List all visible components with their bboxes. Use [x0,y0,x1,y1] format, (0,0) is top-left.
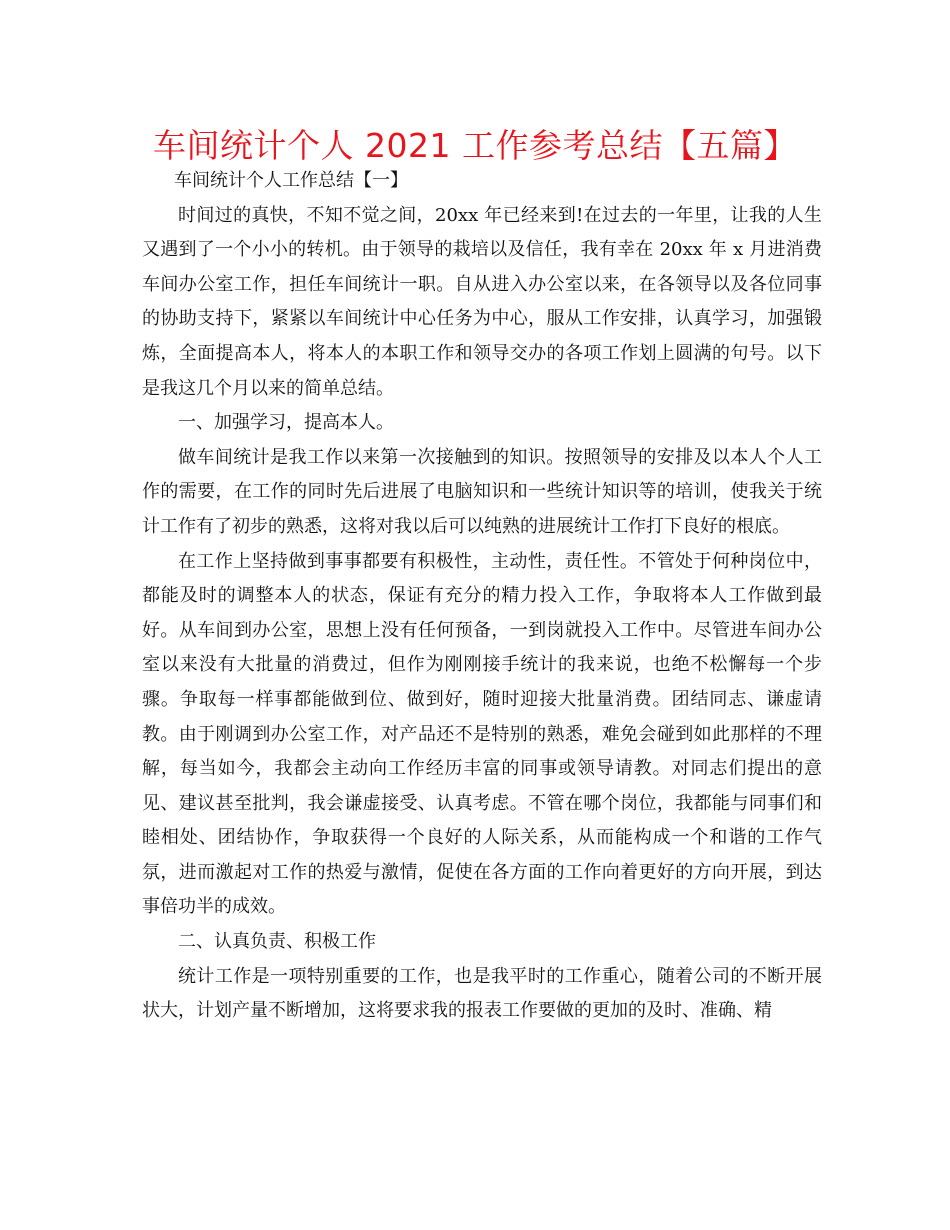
section-heading-2: 二、认真负责、积极工作 [178,931,376,953]
paragraph-statistics-work: 统计工作是一项特别重要的工作，也是我平时的工作重心，随着公司的不断开展状大，计划产量不断增加，这将要求我的报表工作要做的更加的及时、准确、精 [142,965,822,1022]
paragraph-study: 做车间统计是我工作以来第一次接触到的知识。按照领导的安排及以本人个人工作的需要，在工作的同时先后进展了电脑知识和一些统计知识等的培训，使我关于统计工作有了初步的熟悉，这将对我以后可以纯熟的进展统计工作打下良好的根底。 [142,446,822,537]
section-heading-1: 一、加强学习，提高本人。 [178,412,394,434]
section-subtitle: 车间统计个人工作总结【一】 [174,170,408,191]
paragraph-work-attitude: 在工作上坚持做到事事都要有积极性，主动性，责任性。不管处于何种岗位中，都能及时的调整本人的状态，保证有充分的精力投入工作，争取将本人工作做到最好。从车间到办公室，思想上没有任何预备，一到岗就投入工作中。尽管进车间办公室以来没有大批量的消费过，但作为刚刚接手统计的我来说，也绝不松懈每一个步骤。争取每一样事都能做到位、做到好，随时迎接大批量消费。团结同志、谦虚请教。由于刚调到办公室工作，对产品还不是特别的熟悉，难免会碰到如此那样的不理解，每当如今，我都会主动向工作经历丰富的同事或领导请教。对同志们提出的意见、建议甚至批判，我会谦虚接受、认真考虑。不管在哪个岗位，我都能与同事们和睦相处、团结协作，争取获得一个良好的人际关系，从而能构成一个和谐的工作气氛，进而激起对工作的热爱与激情，促使在各方面的工作向着更好的方向开展，到达事倍功半的成效。 [142,550,822,918]
paragraph-intro: 时间过的真快，不知不觉之间，20xx 年已经来到!在过去的一年里，让我的人生又遇到了一个小小的转机。由于领导的栽培以及信任，我有幸在 20xx 年 x 月进消费车间办公室工作，担任车间统计一职。自从进入办公室以来，在各领导以及各位同事的协助支持下，紧紧以车间统计中心任务为中心，服从工作安排，认真学习，加强锻炼，全面提高本人，将本人的本职工作和领导交办的各项工作划上圆满的句号。以下是我这几个月以来的简单总结。 [142,204,822,399]
document-body [142,164,822,1029]
document-title: 车间统计个人 2021 工作参考总结【五篇】 [153,126,797,165]
